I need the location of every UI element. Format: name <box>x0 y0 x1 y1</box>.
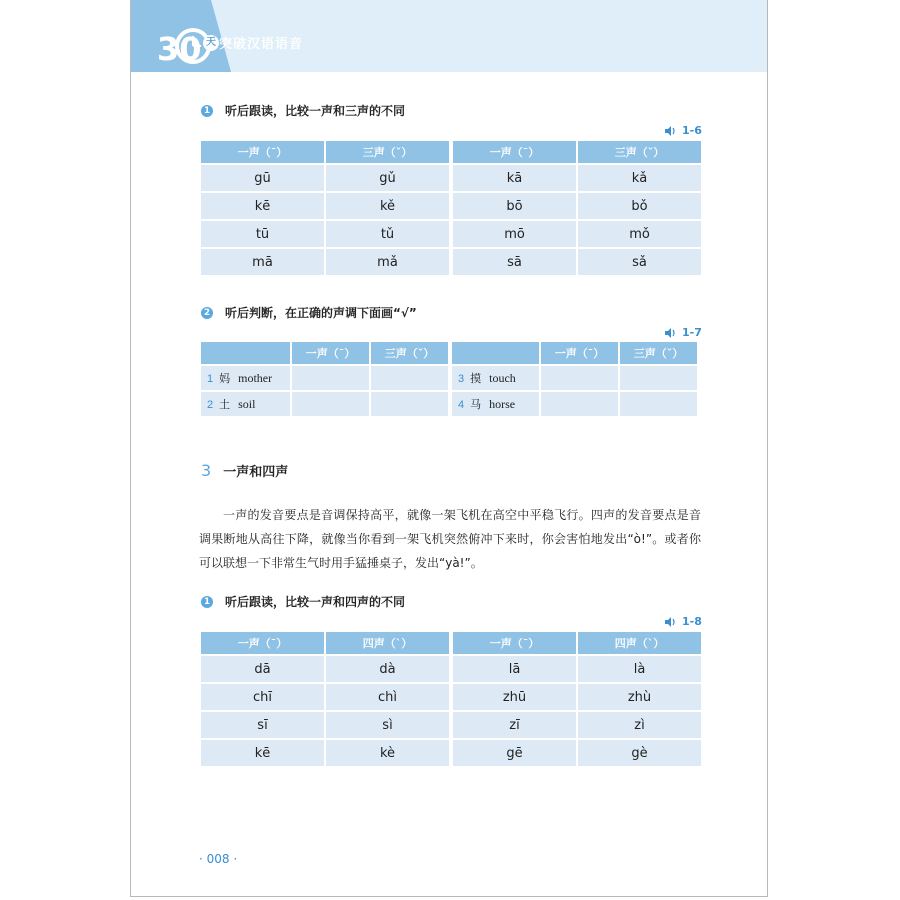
pinyin-cell: chī <box>201 684 324 710</box>
pinyin-cell: kě <box>326 193 449 219</box>
audio-label: 1-7 <box>682 326 702 339</box>
pinyin-cell: sì <box>326 712 449 738</box>
table-row <box>201 712 701 738</box>
column-header: 一声（ˉ） <box>201 632 324 654</box>
pinyin-cell: gē <box>453 740 576 766</box>
pinyin-cell: zī <box>453 712 576 738</box>
day-badge: 天 <box>203 35 219 51</box>
pinyin-cell: zhù <box>578 684 701 710</box>
pinyin-cell: kā <box>453 165 576 191</box>
pinyin-cell: mǒ <box>578 221 701 247</box>
pinyin-cell: lā <box>453 656 576 682</box>
pinyin-cell: kē <box>201 193 324 219</box>
pinyin-cell: gè <box>578 740 701 766</box>
pinyin-cell: bǒ <box>578 193 701 219</box>
book-title: 突破汉语语音 <box>219 37 304 52</box>
pinyin-cell: sǎ <box>578 249 701 275</box>
pinyin-cell: zhū <box>453 684 576 710</box>
table-row <box>201 193 701 219</box>
audio-track-1-8[interactable] <box>665 615 702 628</box>
judgement-table <box>199 340 699 418</box>
svg-text:30: 30 <box>157 30 202 66</box>
section-3-heading <box>201 461 288 480</box>
answer-cell[interactable] <box>292 366 369 390</box>
pinyin-cell: kē <box>201 740 324 766</box>
section-title: 听后判断，在正确的声调下面画“√” <box>225 306 417 320</box>
table-row <box>201 740 701 766</box>
table-row <box>201 249 701 275</box>
pinyin-cell: kè <box>326 740 449 766</box>
speaker-icon <box>665 617 677 627</box>
answer-cell[interactable] <box>371 366 448 390</box>
item-label: 1 妈 mother <box>201 366 290 390</box>
column-header: 三声（ˇ） <box>578 141 701 163</box>
section-number: 2 <box>201 307 213 319</box>
section-2-heading <box>201 304 417 321</box>
section-title: 听后跟读，比较一声和三声的不同 <box>225 104 406 118</box>
pinyin-cell: sā <box>453 249 576 275</box>
pinyin-cell: mā <box>201 249 324 275</box>
pinyin-cell: tǔ <box>326 221 449 247</box>
item-label: 2 土 soil <box>201 392 290 416</box>
table-row <box>201 684 701 710</box>
section-number: 1 <box>201 105 213 117</box>
item-label: 3 摸 touch <box>452 366 539 390</box>
column-header: 三声（ˇ） <box>371 342 448 364</box>
page <box>130 0 768 897</box>
speaker-icon <box>665 126 677 136</box>
audio-track-1-6[interactable] <box>665 124 702 137</box>
column-header: 四声（ˋ） <box>326 632 449 654</box>
answer-cell[interactable] <box>541 392 618 416</box>
table-row <box>201 221 701 247</box>
item-label: 4 马 horse <box>452 392 539 416</box>
table-header-row <box>201 632 701 654</box>
column-header: 三声（ˇ） <box>326 141 449 163</box>
answer-cell[interactable] <box>371 392 448 416</box>
pinyin-cell: dā <box>201 656 324 682</box>
tone-table-1-4 <box>199 630 703 768</box>
pinyin-cell: chì <box>326 684 449 710</box>
column-header: 四声（ˋ） <box>578 632 701 654</box>
section-4-heading <box>201 593 405 610</box>
section-number: 1 <box>201 596 213 608</box>
column-header: 一声（ˉ） <box>201 141 324 163</box>
audio-label: 1-8 <box>682 615 702 628</box>
section-number: 3 <box>201 461 212 480</box>
blank-header <box>452 342 539 364</box>
section-1-heading <box>201 102 405 119</box>
pinyin-cell: kǎ <box>578 165 701 191</box>
pinyin-cell: gū <box>201 165 324 191</box>
section-title: 听后跟读，比较一声和四声的不同 <box>225 595 406 609</box>
answer-cell[interactable] <box>620 392 697 416</box>
table-row <box>201 366 697 390</box>
audio-label: 1-6 <box>682 124 702 137</box>
answer-cell[interactable] <box>620 366 697 390</box>
pinyin-cell: tū <box>201 221 324 247</box>
column-header: 三声（ˇ） <box>620 342 697 364</box>
pinyin-cell: gǔ <box>326 165 449 191</box>
table-row <box>201 165 701 191</box>
explanation-paragraph: 一声的发音要点是音调保持高平，就像一架飞机在高空中平稳飞行。四声的发音要点是音调果断地从高往下降，就像当你看到一架飞机突然俯冲下来时，你会害怕地发出“ò!”。或者你可以联想一下非常生气时用手猛捶桌子，发出“yà!”。 <box>199 508 701 570</box>
table-row <box>201 392 697 416</box>
speaker-icon <box>665 328 677 338</box>
pinyin-cell: là <box>578 656 701 682</box>
pinyin-cell: mō <box>453 221 576 247</box>
pinyin-cell: dà <box>326 656 449 682</box>
pinyin-cell: bō <box>453 193 576 219</box>
column-header: 一声（ˉ） <box>453 632 576 654</box>
section-title: 一声和四声 <box>223 465 289 480</box>
audio-track-1-7[interactable] <box>665 326 702 339</box>
answer-cell[interactable] <box>541 366 618 390</box>
page-number: · 008 · <box>199 852 238 866</box>
pinyin-cell: zì <box>578 712 701 738</box>
table-header-row <box>201 141 701 163</box>
table-row <box>201 656 701 682</box>
tone-table-1-3 <box>199 139 703 277</box>
column-header: 一声（ˉ） <box>541 342 618 364</box>
table-header-row <box>201 342 697 364</box>
column-header: 一声（ˉ） <box>292 342 369 364</box>
blank-header <box>201 342 290 364</box>
column-header: 一声（ˉ） <box>453 141 576 163</box>
pinyin-cell: mǎ <box>326 249 449 275</box>
pinyin-cell: sī <box>201 712 324 738</box>
answer-cell[interactable] <box>292 392 369 416</box>
